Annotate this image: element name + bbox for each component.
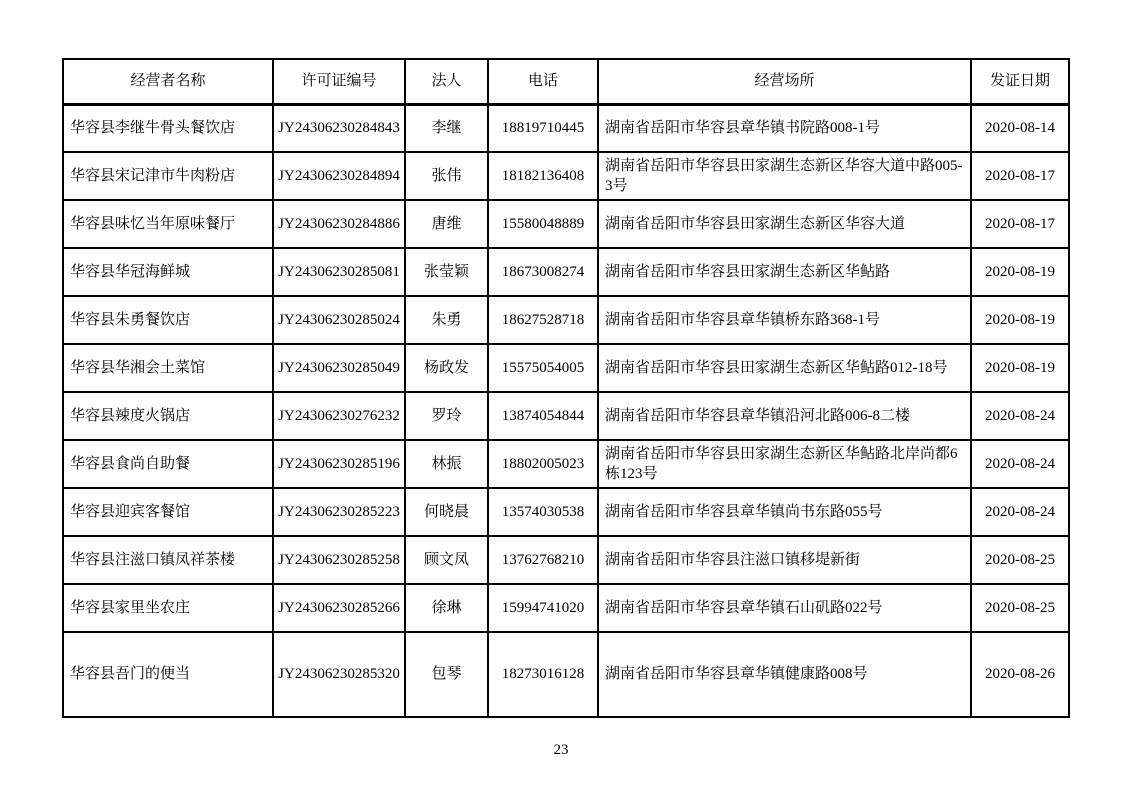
table-row: [63, 296, 1069, 344]
cell-phone: 18673008274: [488, 248, 598, 296]
table-row: [63, 104, 1069, 152]
table-row: [63, 440, 1069, 488]
cell-operator-name: 华容县吾门的便当: [63, 632, 273, 717]
cell-legal-person: 包琴: [405, 632, 488, 717]
cell-operator-name: 华容县李继牛骨头餐饮店: [63, 104, 273, 152]
header-operator-name: 经营者名称: [63, 59, 273, 104]
cell-phone: 15994741020: [488, 584, 598, 632]
table-row: [63, 248, 1069, 296]
cell-issue-date: 2020-08-14: [971, 104, 1069, 152]
table-body: [63, 104, 1069, 717]
cell-license-number: JY24306230284843: [273, 104, 405, 152]
cell-business-address: 湖南省岳阳市华容县章华镇沿河北路006-8二楼: [598, 392, 971, 440]
cell-operator-name: 华容县辣度火锅店: [63, 392, 273, 440]
cell-legal-person: 朱勇: [405, 296, 488, 344]
cell-license-number: JY24306230285258: [273, 536, 405, 584]
cell-legal-person: 林振: [405, 440, 488, 488]
cell-license-number: JY24306230285081: [273, 248, 405, 296]
cell-business-address: 湖南省岳阳市华容县田家湖生态新区华鲇路北岸尚都6栋123号: [598, 440, 971, 488]
cell-business-address: 湖南省岳阳市华容县章华镇健康路008号: [598, 632, 971, 717]
cell-legal-person: 顾文凤: [405, 536, 488, 584]
cell-license-number: JY24306230285024: [273, 296, 405, 344]
cell-issue-date: 2020-08-19: [971, 248, 1069, 296]
cell-business-address: 湖南省岳阳市华容县章华镇尚书东路055号: [598, 488, 971, 536]
cell-issue-date: 2020-08-24: [971, 488, 1069, 536]
cell-legal-person: 何晓晨: [405, 488, 488, 536]
cell-business-address: 湖南省岳阳市华容县注滋口镇移堤新街: [598, 536, 971, 584]
cell-operator-name: 华容县食尚自助餐: [63, 440, 273, 488]
cell-issue-date: 2020-08-25: [971, 584, 1069, 632]
cell-license-number: JY24306230284894: [273, 152, 405, 200]
header-license-number: 许可证编号: [273, 59, 405, 104]
cell-license-number: JY24306230285049: [273, 344, 405, 392]
cell-issue-date: 2020-08-26: [971, 632, 1069, 717]
cell-phone: 18182136408: [488, 152, 598, 200]
cell-legal-person: 张莹颖: [405, 248, 488, 296]
cell-issue-date: 2020-08-25: [971, 536, 1069, 584]
cell-license-number: JY24306230285320: [273, 632, 405, 717]
table-row: [63, 152, 1069, 200]
cell-phone: 18627528718: [488, 296, 598, 344]
cell-license-number: JY24306230285266: [273, 584, 405, 632]
table-row: [63, 488, 1069, 536]
cell-operator-name: 华容县注滋口镇凤祥茶楼: [63, 536, 273, 584]
cell-issue-date: 2020-08-24: [971, 440, 1069, 488]
cell-legal-person: 张伟: [405, 152, 488, 200]
cell-business-address: 湖南省岳阳市华容县田家湖生态新区华鲇路012-18号: [598, 344, 971, 392]
header-phone: 电话: [488, 59, 598, 104]
license-table: [62, 58, 1070, 718]
header-issue-date: 发证日期: [971, 59, 1069, 104]
cell-operator-name: 华容县迎宾客餐馆: [63, 488, 273, 536]
cell-business-address: 湖南省岳阳市华容县章华镇石山矶路022号: [598, 584, 971, 632]
cell-phone: 15580048889: [488, 200, 598, 248]
cell-business-address: 湖南省岳阳市华容县章华镇书院路008-1号: [598, 104, 971, 152]
cell-license-number: JY24306230285196: [273, 440, 405, 488]
cell-phone: 13574030538: [488, 488, 598, 536]
cell-phone: 18273016128: [488, 632, 598, 717]
cell-operator-name: 华容县宋记津市牛肉粉店: [63, 152, 273, 200]
table-row: [63, 344, 1069, 392]
cell-phone: 15575054005: [488, 344, 598, 392]
cell-operator-name: 华容县华湘会土菜馆: [63, 344, 273, 392]
cell-operator-name: 华容县家里坐农庄: [63, 584, 273, 632]
cell-phone: 18819710445: [488, 104, 598, 152]
cell-legal-person: 杨政发: [405, 344, 488, 392]
cell-phone: 18802005023: [488, 440, 598, 488]
table-header: [63, 59, 1069, 104]
cell-issue-date: 2020-08-17: [971, 200, 1069, 248]
cell-business-address: 湖南省岳阳市华容县田家湖生态新区华容大道: [598, 200, 971, 248]
table-row: [63, 392, 1069, 440]
table-row: [63, 200, 1069, 248]
cell-legal-person: 徐琳: [405, 584, 488, 632]
header-business-address: 经营场所: [598, 59, 971, 104]
cell-operator-name: 华容县朱勇餐饮店: [63, 296, 273, 344]
header-row: [63, 59, 1069, 104]
table-row: [63, 536, 1069, 584]
cell-issue-date: 2020-08-19: [971, 296, 1069, 344]
cell-issue-date: 2020-08-19: [971, 344, 1069, 392]
table-row: [63, 584, 1069, 632]
cell-operator-name: 华容县味忆当年原味餐厅: [63, 200, 273, 248]
cell-issue-date: 2020-08-17: [971, 152, 1069, 200]
cell-phone: 13874054844: [488, 392, 598, 440]
cell-business-address: 湖南省岳阳市华容县田家湖生态新区华鲇路: [598, 248, 971, 296]
cell-phone: 13762768210: [488, 536, 598, 584]
cell-legal-person: 罗玲: [405, 392, 488, 440]
cell-license-number: JY24306230276232: [273, 392, 405, 440]
cell-business-address: 湖南省岳阳市华容县田家湖生态新区华容大道中路005-3号: [598, 152, 971, 200]
cell-operator-name: 华容县华冠海鲜城: [63, 248, 273, 296]
cell-license-number: JY24306230284886: [273, 200, 405, 248]
cell-issue-date: 2020-08-24: [971, 392, 1069, 440]
page-number: 23: [553, 742, 569, 758]
cell-legal-person: 李继: [405, 104, 488, 152]
cell-legal-person: 唐维: [405, 200, 488, 248]
header-legal-person: 法人: [405, 59, 488, 104]
cell-license-number: JY24306230285223: [273, 488, 405, 536]
table-row: [63, 632, 1069, 717]
cell-business-address: 湖南省岳阳市华容县章华镇桥东路368-1号: [598, 296, 971, 344]
